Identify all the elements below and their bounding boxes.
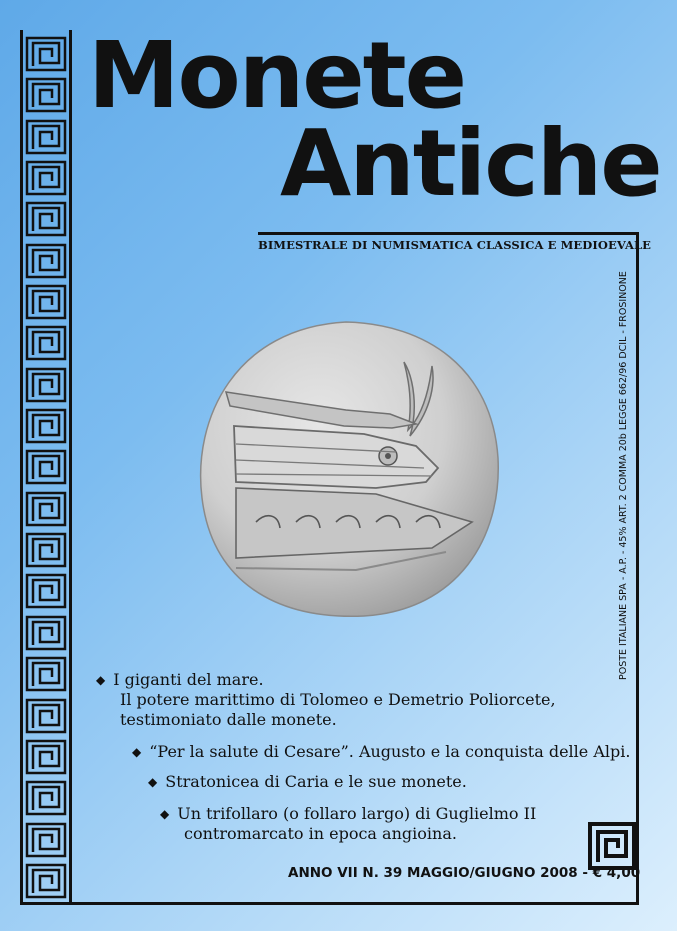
greek-key-border bbox=[20, 30, 72, 905]
greek-key-icon bbox=[23, 532, 69, 568]
greek-key-icon bbox=[23, 119, 69, 155]
greek-key-icon bbox=[23, 36, 69, 72]
greek-key-icon bbox=[23, 656, 69, 692]
greek-key-icon bbox=[23, 863, 69, 899]
greek-key-icon bbox=[23, 698, 69, 734]
greek-key-icon bbox=[23, 201, 69, 237]
subtitle: BIMESTRALE DI NUMISMATICA CLASSICA E MEDIOEVALE bbox=[258, 238, 652, 252]
article-item bbox=[96, 670, 556, 730]
greek-key-icon bbox=[23, 325, 69, 361]
greek-key-icon bbox=[23, 739, 69, 775]
greek-key-icon bbox=[23, 408, 69, 444]
greek-key-icon bbox=[23, 449, 69, 485]
greek-key-icon bbox=[23, 243, 69, 279]
diamond-bullet-icon: ◆ bbox=[96, 673, 106, 687]
diamond-bullet-icon: ◆ bbox=[132, 745, 142, 759]
greek-key-icon bbox=[23, 822, 69, 858]
frame-bottom-line bbox=[20, 902, 639, 905]
article-item bbox=[132, 742, 630, 762]
title-antiche: Antiche bbox=[280, 110, 661, 217]
article-line: contromarcato in epoca angioina. bbox=[184, 824, 457, 843]
article-line: Un trifollaro (o follaro largo) di Guglielmo II bbox=[177, 804, 537, 823]
greek-key-icon bbox=[588, 822, 636, 870]
title-monete: Monete bbox=[88, 22, 466, 129]
greek-key-icon bbox=[23, 77, 69, 113]
greek-key-icon bbox=[23, 615, 69, 651]
article-line: Stratonicea di Caria e le sue monete. bbox=[165, 772, 467, 791]
subtitle-rule bbox=[258, 232, 639, 235]
greek-key-icon bbox=[23, 573, 69, 609]
article-item bbox=[148, 772, 467, 792]
postal-notice: POSTE ITALIANE SPA - A.P. - 45% ART. 2 COMMA 20b LEGGE 662/96 DCIL - FROSINONE bbox=[618, 271, 629, 680]
issue-info: ANNO VII N. 39 MAGGIO/GIUGNO 2008 - € 4,00 bbox=[288, 865, 641, 881]
frame-right-line bbox=[636, 232, 639, 904]
diamond-bullet-icon: ◆ bbox=[148, 775, 158, 789]
greek-key-icon bbox=[23, 780, 69, 816]
diamond-bullet-icon: ◆ bbox=[160, 807, 170, 821]
greek-key-icon bbox=[23, 491, 69, 527]
greek-key-icon bbox=[23, 284, 69, 320]
coin-ship-prow-image bbox=[196, 318, 502, 620]
article-item bbox=[160, 804, 536, 844]
article-line: “Per la salute di Cesare”. Augusto e la conquista delle Alpi. bbox=[149, 742, 631, 761]
article-line: Il potere marittimo di Tolomeo e Demetrio Poliorcete, bbox=[120, 690, 556, 709]
greek-key-icon bbox=[23, 367, 69, 403]
greek-key-icon bbox=[23, 160, 69, 196]
article-line: I giganti del mare. bbox=[113, 670, 264, 689]
article-line: testimoniato dalle monete. bbox=[120, 710, 337, 729]
